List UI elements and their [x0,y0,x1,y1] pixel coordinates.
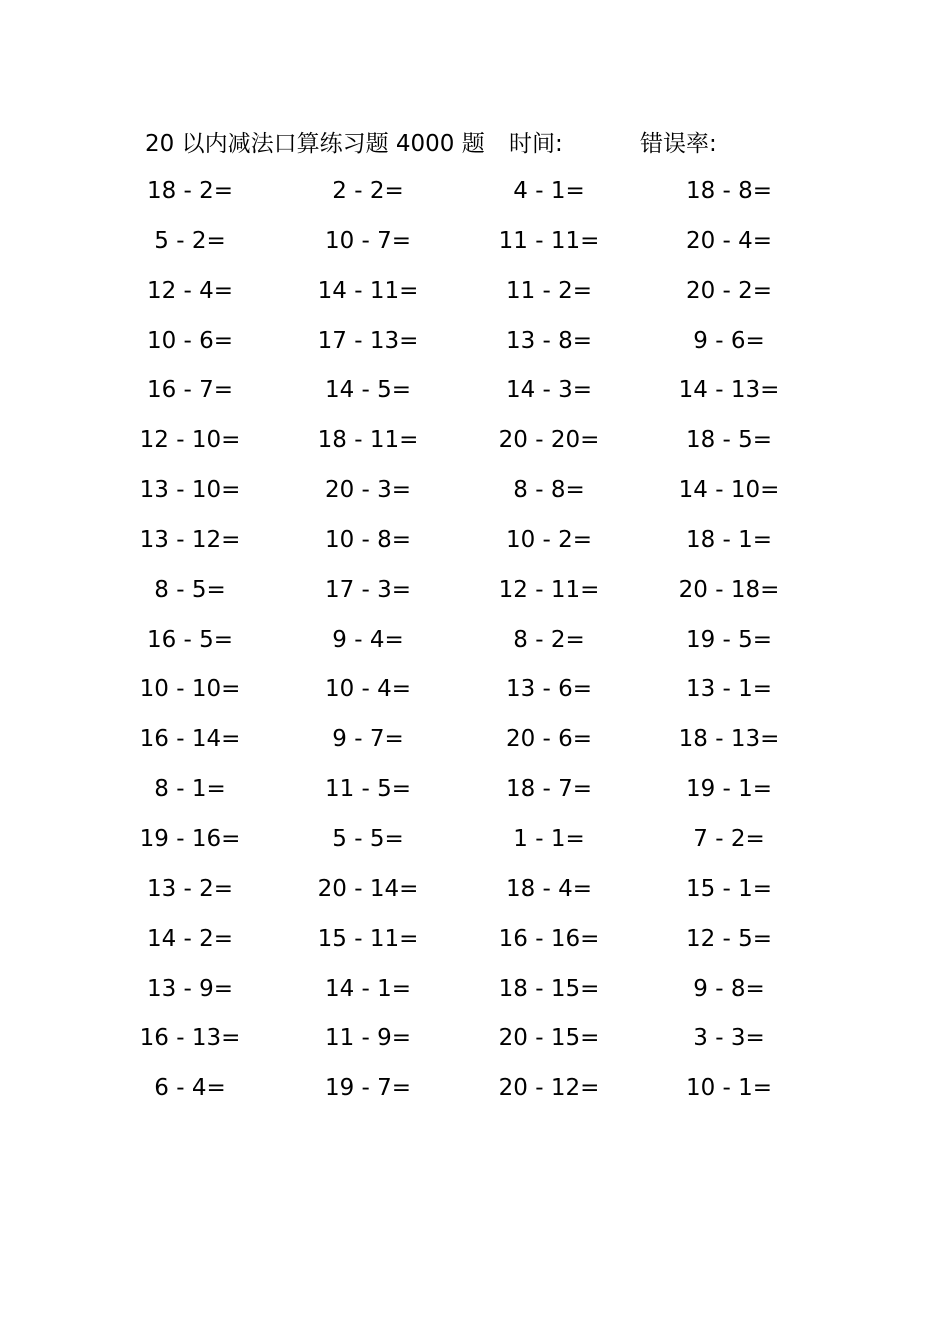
problem-cell [130,769,250,809]
problem-cell [486,969,612,1009]
problem-text: 16 - 7= [146,377,234,404]
problem-text: 17 - 13= [317,327,419,354]
problem-text: 20 - 20= [498,427,600,454]
problem-cell [308,271,428,311]
problem-cell [486,470,612,510]
problem-cell [130,570,250,610]
problem-cell [666,470,792,510]
problem-text: 15 - 11= [317,925,419,952]
time-label: 时间: [509,131,563,157]
problem-text: 16 - 14= [139,726,241,753]
problem-text: 13 - 1= [685,676,773,703]
problem-row [0,620,950,670]
problem-cell [130,969,250,1009]
problem-text: 14 - 1= [324,975,412,1002]
problem-cell [130,919,250,959]
problem-cell [486,669,612,709]
problem-text: 14 - 5= [324,377,412,404]
problem-row [0,171,950,221]
problem-text: 8 - 2= [513,626,585,653]
problem-text: 14 - 13= [678,377,780,404]
problem-cell [308,969,428,1009]
problem-text: 3 - 3= [693,1025,765,1052]
problem-text: 16 - 16= [498,925,600,952]
problem-cell [130,819,250,859]
problem-cell [666,969,792,1009]
problem-cell [130,171,250,211]
problem-cell [486,769,612,809]
problem-text: 11 - 5= [324,776,412,803]
problem-cell [486,221,612,261]
problem-cell [308,420,428,460]
problem-text: 19 - 5= [685,626,773,653]
problem-text: 8 - 1= [154,776,226,803]
problem-row [0,321,950,371]
problem-text: 9 - 4= [332,626,404,653]
problem-text: 13 - 9= [146,975,234,1002]
problem-text: 2 - 2= [332,178,404,204]
problem-cell [130,1068,250,1108]
problem-text: 14 - 10= [678,477,780,504]
problem-text: 20 - 12= [498,1075,600,1102]
problem-text: 10 - 7= [324,227,412,254]
problem-cell [666,570,792,610]
problem-text: 14 - 11= [317,277,419,304]
problem-cell [130,669,250,709]
problem-cell [486,520,612,560]
problem-text: 20 - 14= [317,875,419,902]
problem-text: 5 - 5= [332,825,404,852]
problem-cell [130,271,250,311]
problem-cell [308,719,428,759]
problem-text: 18 - 1= [685,526,773,553]
problem-text: 18 - 15= [498,975,600,1002]
problem-row [0,520,950,570]
problem-cell [308,221,428,261]
problem-row [0,420,950,470]
problem-text: 16 - 5= [146,626,234,653]
problem-row [0,719,950,769]
problem-text: 14 - 3= [505,377,593,404]
problem-cell [486,869,612,909]
problem-text: 4 - 1= [513,178,585,204]
problem-text: 5 - 2= [154,227,226,254]
problem-cell [666,869,792,909]
problem-row [0,919,950,969]
problem-cell [130,420,250,460]
problem-cell [666,271,792,311]
problem-text: 19 - 16= [139,825,241,852]
problem-text: 10 - 6= [146,327,234,354]
problem-cell [666,1068,792,1108]
problem-text: 20 - 4= [685,227,773,254]
problem-row [0,969,950,1019]
problem-text: 10 - 1= [685,1075,773,1102]
problem-text: 18 - 7= [505,776,593,803]
problem-cell [666,919,792,959]
problem-text: 9 - 7= [332,726,404,753]
problem-text: 13 - 12= [139,526,241,553]
problem-cell [308,919,428,959]
problem-cell [666,719,792,759]
problem-text: 13 - 8= [505,327,593,354]
problem-cell [308,1018,428,1058]
problem-text: 11 - 11= [498,227,600,254]
problem-text: 18 - 2= [146,178,234,204]
problem-cell [666,669,792,709]
problem-text: 18 - 4= [505,875,593,902]
problem-text: 12 - 4= [146,277,234,304]
problem-cell [486,620,612,660]
problem-text: 13 - 6= [505,676,593,703]
problem-text: 9 - 8= [693,975,765,1002]
worksheet-title: 20 以内减法口算练习题 4000 题 [145,131,485,157]
problem-cell [486,1068,612,1108]
worksheet-header [0,124,950,164]
problem-cell [666,321,792,361]
problem-row [0,470,950,520]
problem-cell [486,1018,612,1058]
problem-cell [130,620,250,660]
problem-cell [130,370,250,410]
problem-text: 12 - 11= [498,576,600,603]
problem-text: 8 - 8= [513,477,585,504]
problem-row [0,271,950,321]
problem-cell [130,321,250,361]
problem-row [0,370,950,420]
problem-cell [308,520,428,560]
problem-text: 13 - 2= [146,875,234,902]
problem-text: 10 - 8= [324,526,412,553]
problem-cell [308,570,428,610]
problem-text: 20 - 2= [685,277,773,304]
problem-text: 18 - 5= [685,427,773,454]
problem-text: 10 - 2= [505,526,593,553]
problem-cell [130,470,250,510]
problem-text: 12 - 10= [139,427,241,454]
problem-cell [666,520,792,560]
problem-cell [130,221,250,261]
problem-text: 20 - 6= [505,726,593,753]
problem-text: 19 - 1= [685,776,773,803]
problem-cell [130,1018,250,1058]
problem-cell [130,520,250,560]
problem-cell [308,620,428,660]
problem-text: 20 - 15= [498,1025,600,1052]
problem-cell [486,719,612,759]
problem-text: 15 - 1= [685,875,773,902]
problem-text: 1 - 1= [513,825,585,852]
problem-text: 10 - 10= [139,676,241,703]
problem-cell [486,570,612,610]
problem-text: 11 - 2= [505,277,593,304]
problem-cell [666,769,792,809]
problem-text: 11 - 9= [324,1025,412,1052]
problem-row [0,819,950,869]
problem-cell [308,321,428,361]
problem-cell [486,370,612,410]
problem-text: 14 - 2= [146,925,234,952]
problem-cell [308,370,428,410]
problem-text: 9 - 6= [693,327,765,354]
problem-row [0,570,950,620]
problem-row [0,221,950,271]
problem-text: 10 - 4= [324,676,412,703]
problem-cell [486,171,612,211]
problem-row [0,869,950,919]
problem-text: 20 - 3= [324,477,412,504]
problem-text: 13 - 10= [139,477,241,504]
problem-cell [486,321,612,361]
problem-cell [130,719,250,759]
problem-cell [666,420,792,460]
problem-text: 19 - 7= [324,1075,412,1102]
problem-cell [130,869,250,909]
problem-cell [308,1068,428,1108]
problem-cell [308,669,428,709]
problem-cell [666,171,792,211]
problem-text: 18 - 13= [678,726,780,753]
problem-cell [666,370,792,410]
problem-text: 7 - 2= [693,825,765,852]
problem-cell [486,271,612,311]
problem-text: 16 - 13= [139,1025,241,1052]
problem-cell [666,1018,792,1058]
problem-text: 20 - 18= [678,576,780,603]
problem-cell [666,221,792,261]
problem-cell [486,819,612,859]
problem-grid [0,171,950,1118]
problem-text: 8 - 5= [154,576,226,603]
problem-cell [308,769,428,809]
problem-row [0,769,950,819]
problem-text: 12 - 5= [685,925,773,952]
problem-cell [308,171,428,211]
problem-cell [666,620,792,660]
problem-row [0,1018,950,1068]
problem-cell [486,919,612,959]
error-rate-label: 错误率: [640,131,717,157]
problem-cell [486,420,612,460]
problem-cell [308,869,428,909]
problem-text: 18 - 11= [317,427,419,454]
problem-cell [308,470,428,510]
problem-text: 18 - 8= [685,178,773,204]
problem-row [0,1068,950,1118]
problem-cell [666,819,792,859]
problem-row [0,669,950,719]
problem-text: 17 - 3= [324,576,412,603]
problem-cell [308,819,428,859]
problem-text: 6 - 4= [154,1075,226,1102]
